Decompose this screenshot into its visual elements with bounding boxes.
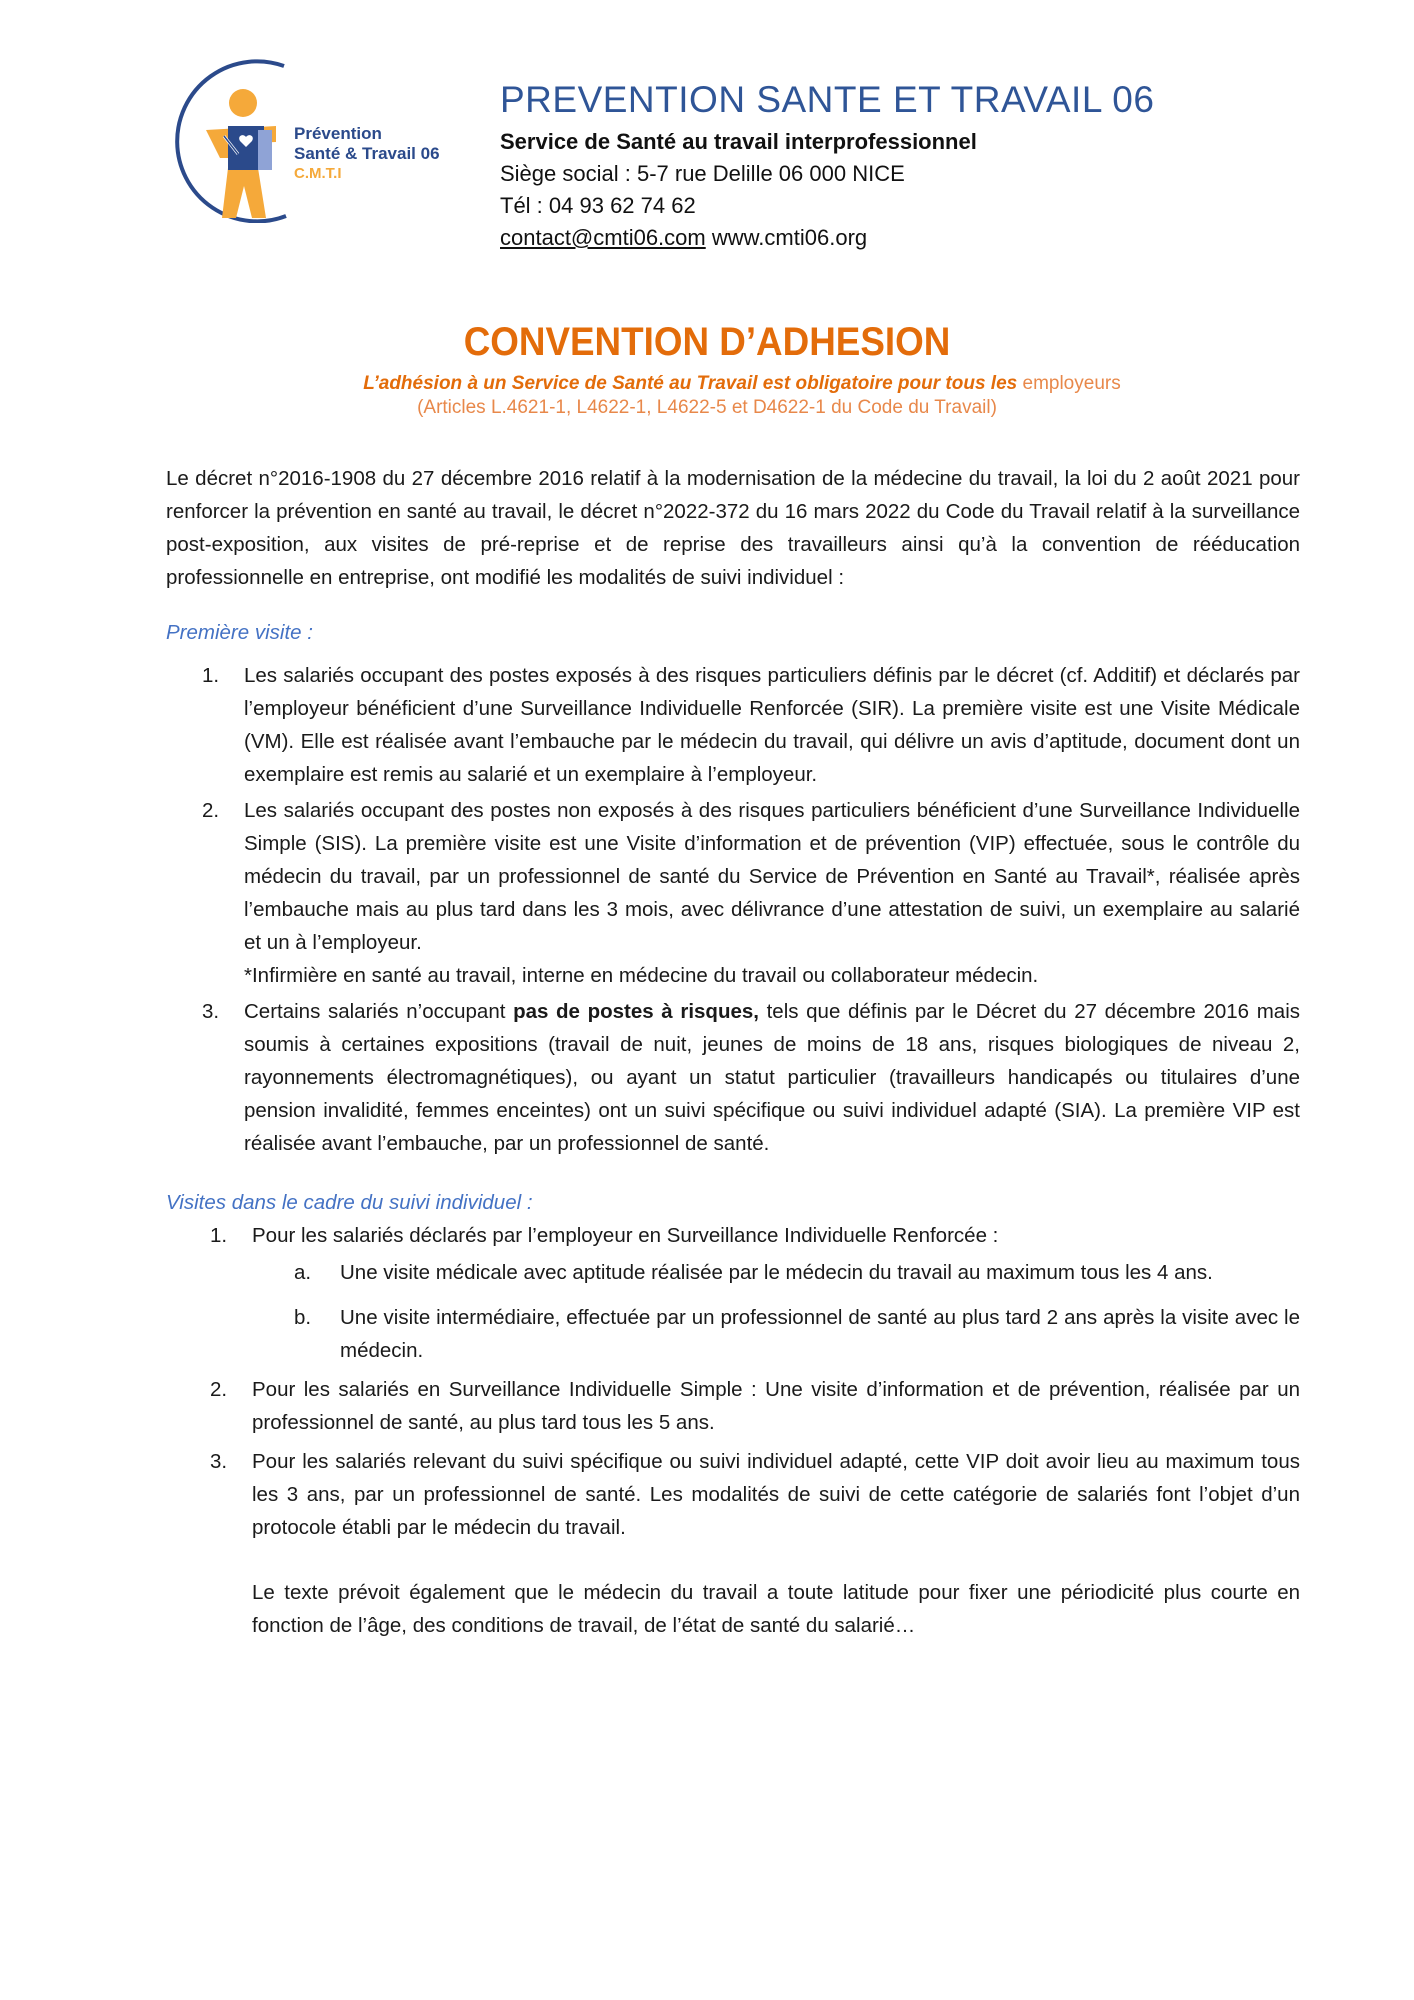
list-marker: 1. [210,1224,228,1247]
follow-up-list [166,1219,1300,1544]
list-item [166,1373,1300,1439]
list-item [166,659,1300,791]
logo-text-line1: Prévention [294,124,382,143]
sub-list-marker: a. [294,1261,312,1284]
list-marker: 3. [202,1000,220,1023]
list-item [166,995,1300,1160]
subtitle-plain: employeurs [1017,373,1121,394]
list-marker: 3. [210,1450,228,1473]
list-item-text: Pour les salariés déclarés par l’employeur en Surveillance Individuelle Renforcée : [252,1224,999,1247]
sub-list-item-text: Une visite intermédiaire, effectuée par un professionnel de santé au plus tard 2 ans après la visite avec le médecin. [340,1306,1300,1362]
list-item-text: Les salariés occupant des postes exposés à des risques particuliers définis par le décret (cf. Additif) et déclarés par l’employeur bénéficient d’une Surveillance Individuelle Renforcée (SIR). La première visite est une Visite Médicale (VM). Elle est réalisée avant l’embauche par le médecin du travail, qui délivre un avis d’aptitude, document dont un exemplaire est remis au salarié et un exemplaire à l’employeur. [244,664,1300,786]
list-item-text: Pour les salariés en Surveillance Individuelle Simple : Une visite d’information et de prévention, réalisée par un professionnel de santé, au plus tard tous les 5 ans. [252,1378,1300,1434]
list-marker: 1. [202,664,220,687]
list-item-text-before: Certains salariés n’occupant [244,1000,514,1023]
section-heading-first-visit: Première visite : [166,621,313,644]
first-visit-list [166,659,1300,1160]
list-item [166,1445,1300,1544]
intro-paragraph: Le décret n°2016-1908 du 27 décembre 2016 relatif à la modernisation de la médecine du travail, la loi du 2 août 2021 pour renforcer la prévention en santé au travail, le décret n°2022-372 du 16 mars 2022 du Code du Travail relatif à la surveillance post-exposition, aux visites de pré-reprise et de reprise des travailleurs ainsi qu’à la convention de rééducation professionnelle en entreprise, ont modifié les modalités de suivi individuel : [166,467,1300,589]
list-item-text-after: tels que définis par le Décret du 27 décembre 2016 mais soumis à certaines expositions (travail de nuit, jeunes de moins de 18 ans, risques biologiques de niveau 2, rayonnements électromagnétiques), ou ayant un statut particulier (travailleurs handicapés ou titulaires d’une pension invalidité, femmes enceintes) ont un suivi spécifique ou suivi individuel adapté (SIA). La première VIP est réalisée avant l’embauche, par un professionnel de santé. [244,1000,1300,1155]
document-title: CONVENTION D’ADHESION [463,320,951,364]
sub-list [252,1256,1300,1367]
list-item [166,794,1300,992]
sub-list-item [252,1256,1300,1289]
list-item-text-bold: pas de postes à risques, [513,1000,759,1023]
legal-articles: (Articles L.4621-1, L4622-1, L4622-5 et D4622-1 du Code du Travail) [417,397,997,418]
footnote: *Infirmière en santé au travail, interne en médecine du travail ou collaborateur médecin. [244,964,1039,987]
website-link[interactable]: www.cmti06.org [711,225,868,250]
section-heading-individual-follow-up: Visites dans le cadre du suivi individuel : [166,1191,533,1214]
phone-number: Tél : 04 93 62 74 62 [500,193,696,218]
logo-text-line2: Santé & Travail 06 [294,144,440,163]
document-subtitle [0,372,1414,396]
list-marker: 2. [202,799,220,822]
headquarters-address: Siège social : 5-7 rue Delille 06 000 NICE [500,161,905,186]
contact-line [500,222,1154,254]
closing-paragraph: Le texte prévoit également que le médecin du travail a toute latitude pour fixer une périodicité plus courte en fonction de l’âge, des conditions de travail, de l’état de santé du salarié… [252,1581,1300,1637]
email-link[interactable]: contact@cmti06.com [500,225,706,250]
list-item-text: Pour les salariés relevant du suivi spécifique ou suivi individuel adapté, cette VIP doit avoir lieu au maximum tous les 3 ans, par un professionnel de santé. Les modalités de suivi de cette catégorie de salariés font l’objet d’un protocole établi par le médecin du travail. [252,1450,1300,1539]
organization-logo [166,58,466,223]
organization-title: PREVENTION SANTE ET TRAVAIL 06 [500,79,1155,120]
document-body [166,462,1300,1642]
title-block [0,318,1414,420]
subtitle-emphasis: L’adhésion à un Service de Santé au Travail est obligatoire pour tous les [363,373,1018,394]
list-marker: 2. [210,1378,228,1401]
sub-list-item-text: Une visite médicale avec aptitude réalisée par le médecin du travail au maximum tous les 4 ans. [340,1261,1213,1284]
list-item-text: Les salariés occupant des postes non exposés à des risques particuliers bénéficient d’une Surveillance Individuelle Simple (SIS). La première visite est une Visite d’information et de prévention (VIP) effectuée, sous le contrôle du médecin du travail, par un professionnel de santé du Service de Prévention en Santé au Travail*, réalisée après l’embauche mais au plus tard dans les 3 mois, avec délivrance d’une attestation de suivi, un exemplaire au salarié et un à l’employeur. [244,799,1300,954]
logo-text-line3: C.M.T.I [294,165,342,182]
organization-info [500,78,1154,254]
sub-list-item [252,1301,1300,1367]
list-item [166,1219,1300,1367]
sub-list-marker: b. [294,1306,312,1329]
service-description: Service de Santé au travail interprofessionnel [500,129,977,154]
